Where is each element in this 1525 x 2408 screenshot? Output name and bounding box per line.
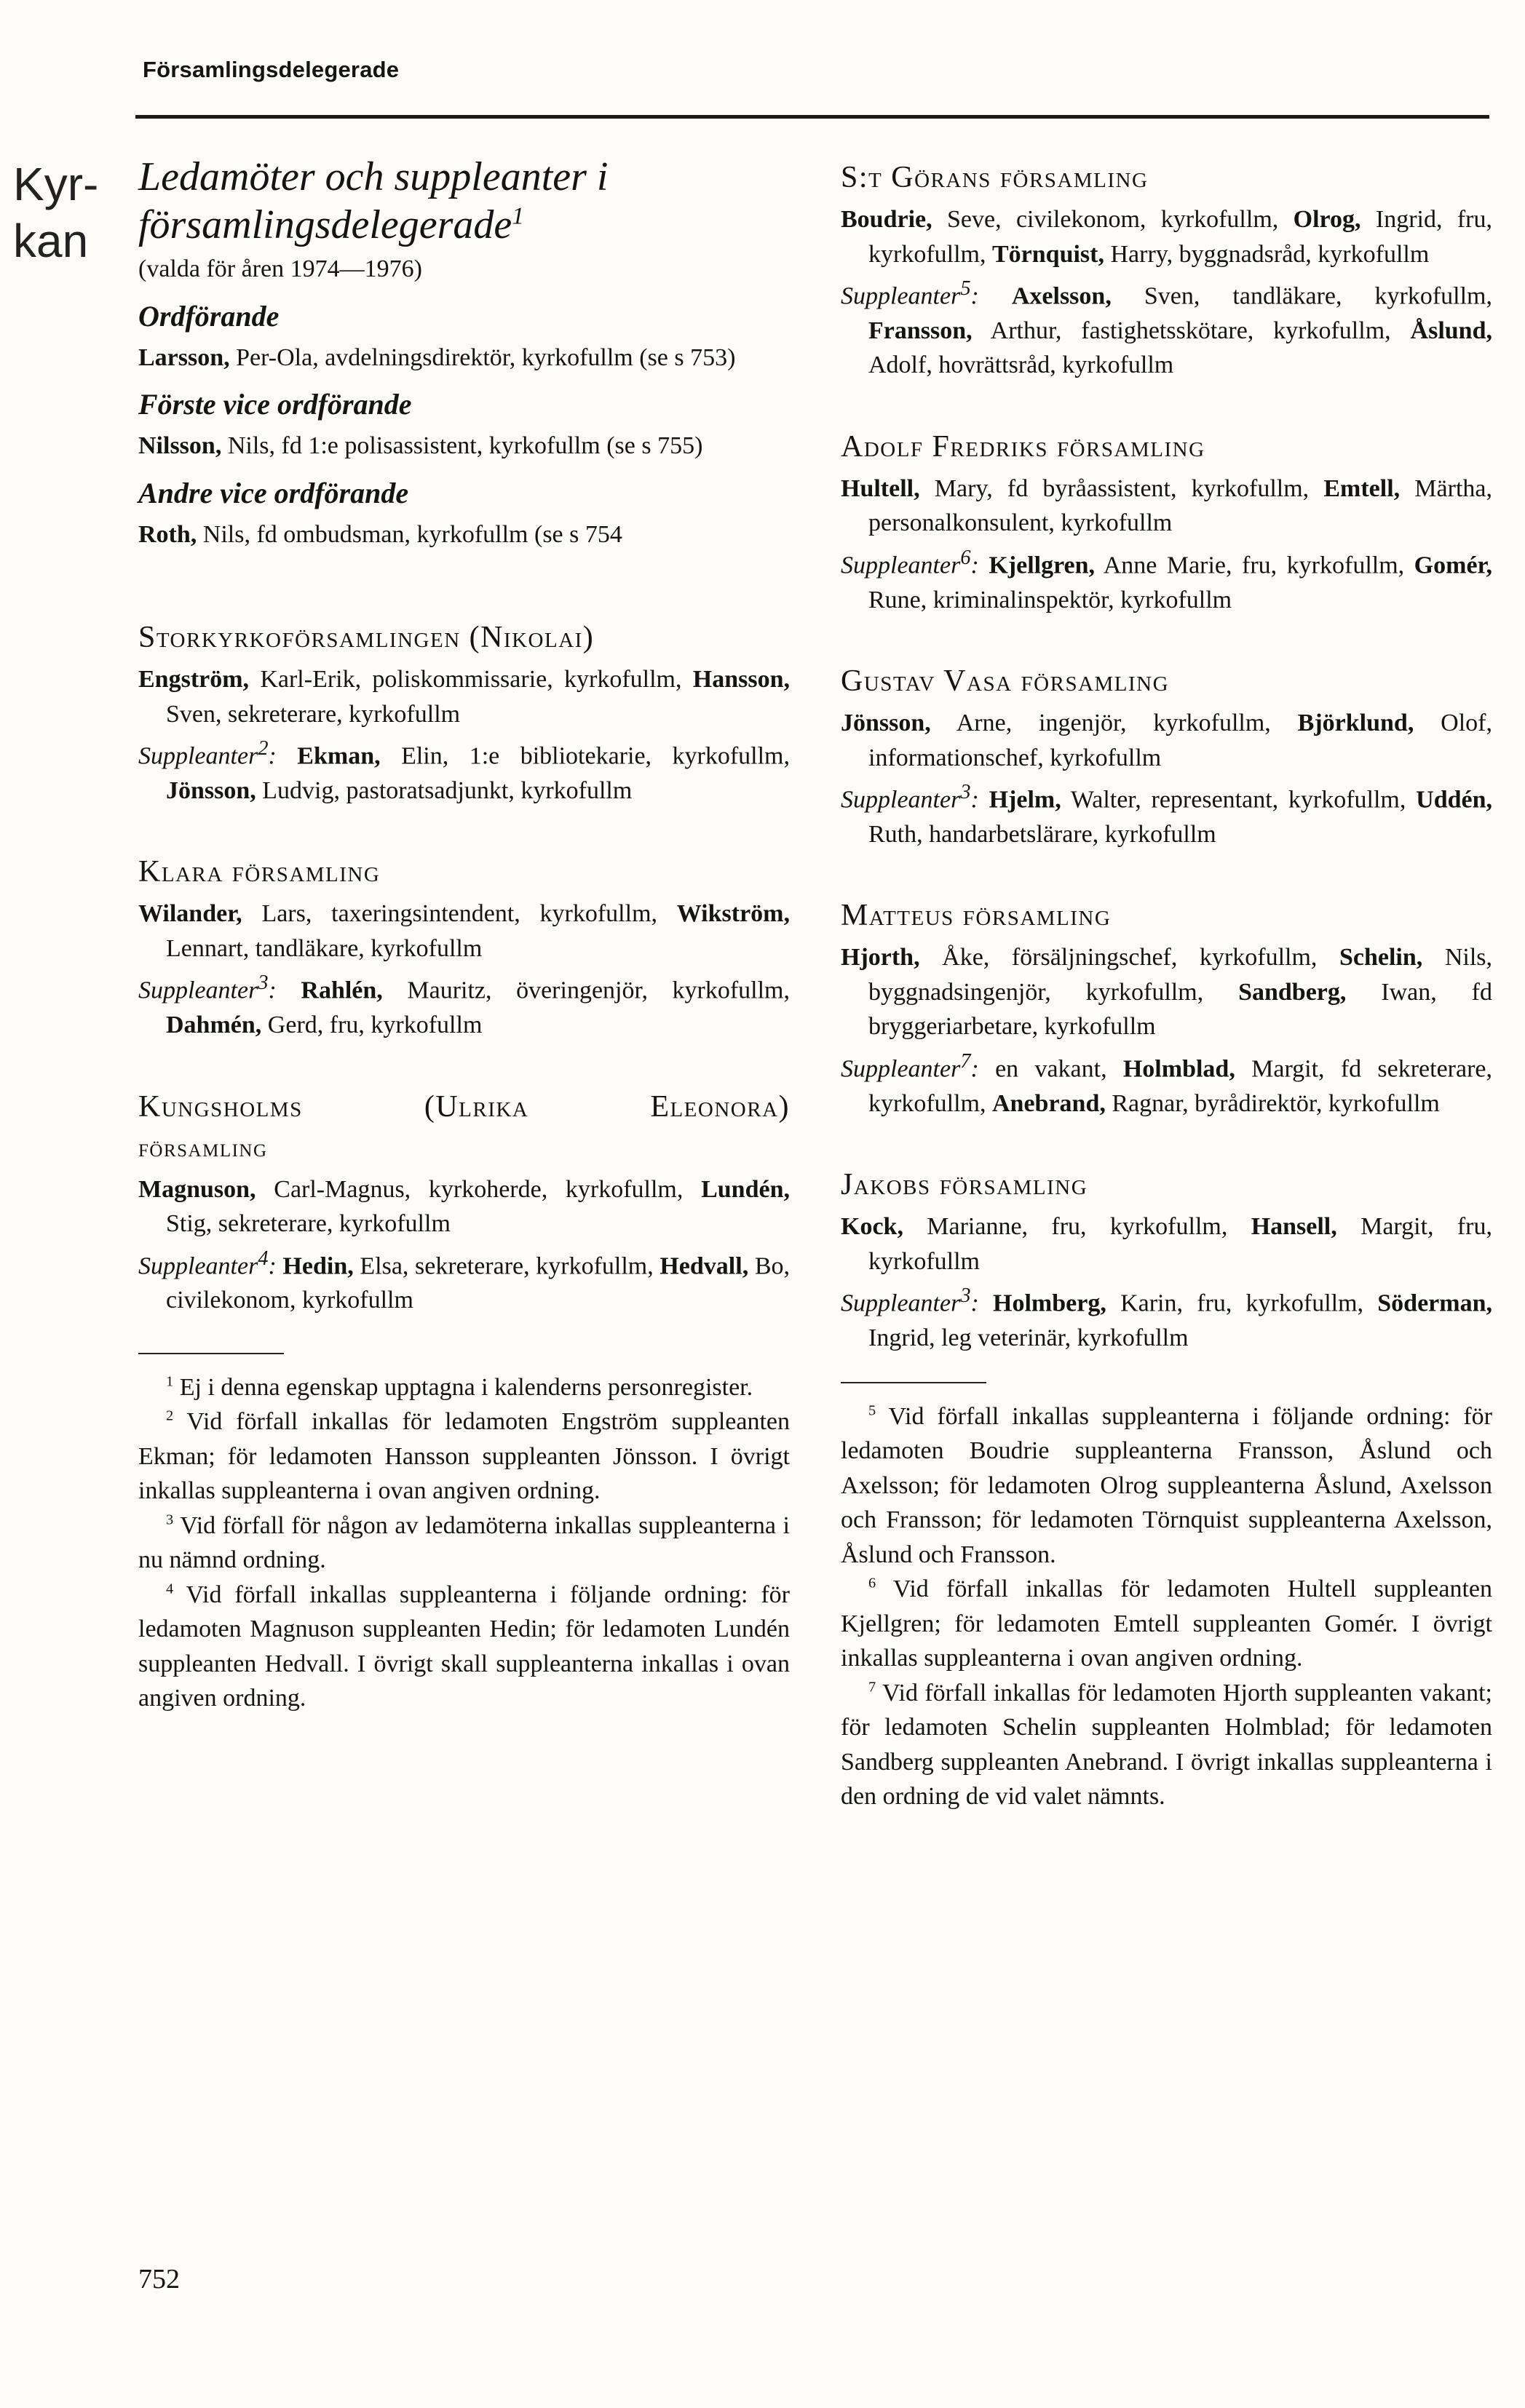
footnote-rule-right <box>841 1382 986 1383</box>
chairman-name: Larsson, <box>138 343 230 371</box>
substitutes-gustav-vasa: Suppleanter$^3$: Hjelm, Walter, representant, kyrkofullm, Uddén, Ruth, handarbetslärare, kyrkofullm <box>841 781 1493 848</box>
second-vice-entry <box>138 517 790 552</box>
title-line-1: Ledamöter och suppleanter i <box>138 154 609 199</box>
footnote-rule-left <box>138 1353 284 1354</box>
first-vice-details: Nils, fd 1:e polisassistent, kyrkofullm (se s 755) <box>221 432 703 459</box>
first-vice-heading: Förste vice ordförande <box>138 388 412 421</box>
second-vice-details: Nils, fd ombudsman, kyrkofullm (se s 754 <box>197 520 622 548</box>
title-line-2: församlingsdelegerade <box>138 202 512 247</box>
right-column <box>841 146 1492 1814</box>
second-vice-name: Roth, <box>138 520 197 548</box>
chairman-heading: Ordförande <box>138 299 280 333</box>
header-rule <box>135 115 1489 119</box>
footnote-1: $^1$ Ej i denna egenskap upptagna i kalenderns personregister. <box>166 1373 753 1401</box>
footnote-5: $^5$ Vid förfall inkallas suppleanterna i följande ordning: för ledamoten Boudrie suppleanterna Fransson, Åslund och Axelsson; för ledamoten Olrog suppleanterna Åslund, Axelsson och Fransson; för ledamoten Törnquist suppleanterna Axelsson, Åslund och Fransson. <box>841 1402 1492 1568</box>
page-title <box>138 153 790 249</box>
first-vice-name: Nilsson, <box>138 432 222 459</box>
second-vice-heading: Andre vice ordförande <box>138 476 409 509</box>
footnote-6: $^6$ Vid förfall inkallas för ledamoten Hultell suppleanten Kjellgren; för ledamoten Emtell suppleanten Gomér. I övrigt inkallas suppleanterna i ovan angiven ordning. <box>841 1575 1492 1672</box>
members-st-goran: Boudrie, Seve, civilekonom, kyrkofullm, Olrog, Ingrid, fru, kyrkofullm, Törnquist, Harry, byggnadsråd, kyrkofullm <box>841 206 1492 268</box>
section-title-st-goran: S:t Görans församling <box>841 161 1149 194</box>
section-title-jakobs: Jakobs församling <box>841 1168 1088 1202</box>
section-title-klara: Klara församling <box>138 855 381 889</box>
section-title-matteus: Matteus församling <box>841 899 1112 933</box>
page-number: 752 <box>138 2264 180 2294</box>
running-header: Församlingsdelegerade <box>143 57 400 82</box>
section-title-gustav-vasa: Gustav Vasa församling <box>841 664 1170 699</box>
substitutes-storkyrko: Suppleanter$^2$: Ekman, Elin, 1:e bibliotekarie, kyrkofullm, Jönsson, Ludvig, pastoratsadjunkt, kyrkofullm <box>138 737 790 804</box>
title-footnote-ref: 1 <box>512 202 525 230</box>
footnote-7: $^7$ Vid förfall inkallas för ledamoten Hjorth suppleanten vakant; för ledamoten Schelin suppleanten Holmblad; för ledamoten Sandberg suppleanten Anebrand. I övrigt inkallas suppleanterna i den ordning de vid valet nämnts. <box>841 1679 1492 1811</box>
election-period: (valda för åren 1974—1976) <box>138 255 422 282</box>
margin-tab-line-1: Kyr- <box>13 158 99 210</box>
chairman-details: Per-Ola, avdelningsdirektör, kyrkofullm (se s 753) <box>229 343 736 371</box>
footnote-2: $^2$ Vid förfall inkallas för ledamoten Engström suppleanten Ekman; för ledamoten Hansson suppleanten Jönsson. I övrigt inkallas suppleanterna i ovan angiven ordning. <box>138 1408 790 1505</box>
section-title-adolf-fredrik: Adolf Fredriks församling <box>841 429 1205 464</box>
substitutes-matteus: Suppleanter$^7$: en vakant, Holmblad, Margit, fd sekreterare, kyrkofullm, Anebrand, Ragnar, byrådirektör, kyrkofullm <box>841 1049 1493 1117</box>
chairman-entry <box>138 341 790 375</box>
section-title-kungsholms: Kungsholms (Ulrika Eleonora) församling <box>138 1089 790 1162</box>
first-vice-entry <box>138 429 790 464</box>
left-column <box>138 146 790 1716</box>
members-klara: Wilander, Lars, taxeringsintendent, kyrkofullm, Wikström, Lennart, tandläkare, kyrkofullm <box>138 900 790 962</box>
members-matteus: Hjorth, Åke, försäljningschef, kyrkofullm, Schelin, Nils, byggnadsingenjör, kyrkofullm, Sandberg, Iwan, fd bryggeriarbetare, kyrkofullm <box>841 944 1492 1041</box>
margin-thumb-index <box>13 156 144 269</box>
substitutes-st-goran: Suppleanter$^5$: Axelsson, Sven, tandläkare, kyrkofullm, Fransson, Arthur, fastighetsskötare, kyrkofullm, Åslund, Adolf, hovrättsråd, kyrkofullm <box>841 277 1493 379</box>
section-title-storkyrko: Storkyrkoförsamlingen (Nikolai) <box>138 621 595 654</box>
substitutes-jakobs: Suppleanter$^3$: Holmberg, Karin, fru, kyrkofullm, Söderman, Ingrid, leg veterinär, kyrkofullm <box>841 1284 1492 1352</box>
members-gustav-vasa: Jönsson, Arne, ingenjör, kyrkofullm, Björklund, Olof, informationschef, kyrkofullm <box>841 710 1492 771</box>
footnote-4: $^4$ Vid förfall inkallas suppleanterna i följande ordning: för ledamoten Magnuson suppleanten Hedin; för ledamoten Lundén suppleanten Hedvall. I övrigt skall suppleanterna inkallas i ovan angiven ordning. <box>138 1581 790 1712</box>
members-adolf-fredrik: Hultell, Mary, fd byråassistent, kyrkofullm, Emtell, Märtha, personalkonsulent, kyrkofullm <box>841 474 1492 537</box>
members-kungsholms: Magnuson, Carl-Magnus, kyrkoherde, kyrkofullm, Lundén, Stig, sekreterare, kyrkofullm <box>138 1175 790 1238</box>
footnote-3: $^3$ Vid förfall för någon av ledamöterna inkallas suppleanterna i nu nämnd ordning. <box>138 1511 790 1574</box>
substitutes-klara: Suppleanter$^3$: Rahlén, Mauritz, överingenjör, kyrkofullm, Dahmén, Gerd, fru, kyrkofullm <box>138 971 791 1039</box>
substitutes-kungsholms: Suppleanter$^4$: Hedin, Elsa, sekreterare, kyrkofullm, Hedvall, Bo, civilekonom, kyrkofullm <box>138 1247 791 1314</box>
members-storkyrko: Engström, Karl-Erik, poliskommissarie, kyrkofullm, Hansson, Sven, sekreterare, kyrkofullm <box>138 666 790 728</box>
substitutes-adolf-fredrik: Suppleanter$^6$: Kjellgren, Anne Marie, fru, kyrkofullm, Gomér, Rune, kriminalinspektör, kyrkofullm <box>841 546 1493 613</box>
margin-tab-line-2: kan <box>13 215 89 267</box>
members-jakobs: Kock, Marianne, fru, kyrkofullm, Hansell, Margit, fru, kyrkofullm <box>841 1213 1492 1275</box>
